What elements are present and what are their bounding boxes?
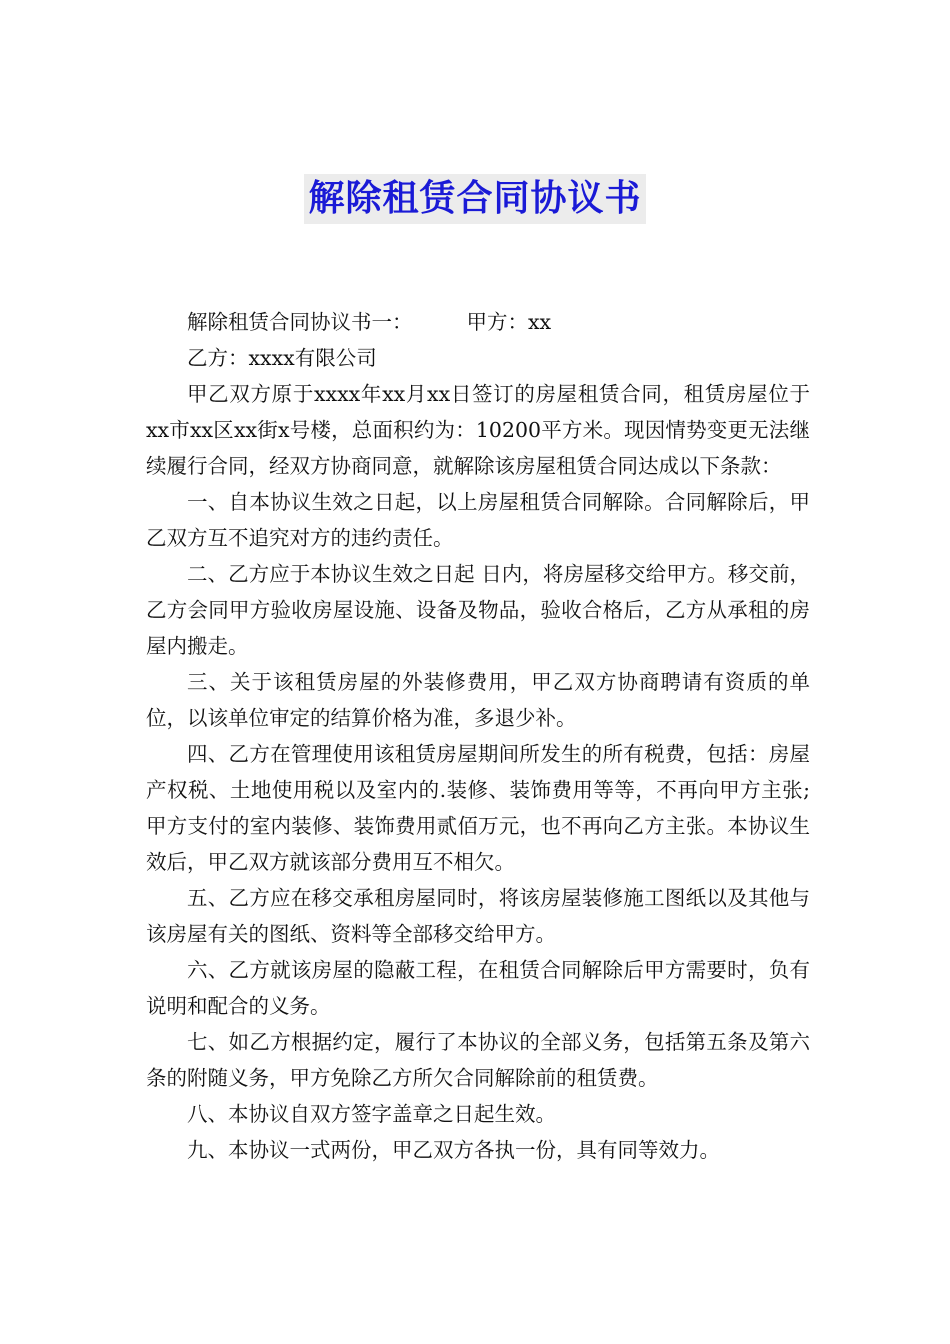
- clause-5: 五、乙方应在移交承租房屋同时，将该房屋装修施工图纸以及其他与该房屋有关的图纸、资料等全部移交给甲方。: [146, 886, 810, 946]
- title-container: [0, 174, 950, 224]
- document-body: [146, 304, 810, 1168]
- clause-7: 七、如乙方根据约定，履行了本协议的全部义务，包括第五条及第六条的附随义务，甲方免除乙方所欠合同解除前的租赁费。: [146, 1030, 810, 1090]
- party-a: 甲方：xx: [466, 310, 552, 334]
- party-b: 乙方：xxxx有限公司: [187, 346, 377, 370]
- clause-2: 二、乙方应于本协议生效之日起 日内，将房屋移交给甲方。移交前，乙方会同甲方验收房屋设施、设备及物品，验收合格后，乙方从承租的房屋内搬走。: [146, 562, 810, 658]
- intro-label: 解除租赁合同协议书一：: [187, 310, 413, 334]
- clause-8: 八、本协议自双方签字盖章之日起生效。: [187, 1102, 556, 1126]
- clause-9: 九、本协议一式两份，甲乙双方各执一份，具有同等效力。: [187, 1138, 720, 1162]
- document-title: 解除租赁合同协议书: [304, 174, 645, 224]
- clause-4: 四、乙方在管理使用该租赁房屋期间所发生的所有税费，包括：房屋产权税、土地使用税以及室内的.装修、装饰费用等等，不再向甲方主张;甲方支付的室内装修、装饰费用贰佰万元，也不再向乙方主张。本协议生效后，甲乙双方就该部分费用互不相欠。: [146, 742, 810, 874]
- intro-line: [146, 304, 810, 340]
- clause-3: 三、关于该租赁房屋的外装修费用，甲乙双方协商聘请有资质的单位，以该单位审定的结算价格为准，多退少补。: [146, 670, 810, 730]
- clause-1: 一、自本协议生效之日起，以上房屋租赁合同解除。合同解除后，甲乙双方互不追究对方的违约责任。: [146, 490, 810, 550]
- clause-6: 六、乙方就该房屋的隐蔽工程，在租赁合同解除后甲方需要时，负有说明和配合的义务。: [146, 958, 810, 1018]
- paragraph-preamble: 甲乙双方原于xxxx年xx月xx日签订的房屋租赁合同，租赁房屋位于xx市xx区xx街x号楼，总面积约为：10200平方米。现因情势变更无法继续履行合同，经双方协商同意，就解除该房屋租赁合同达成以下条款：: [146, 382, 810, 478]
